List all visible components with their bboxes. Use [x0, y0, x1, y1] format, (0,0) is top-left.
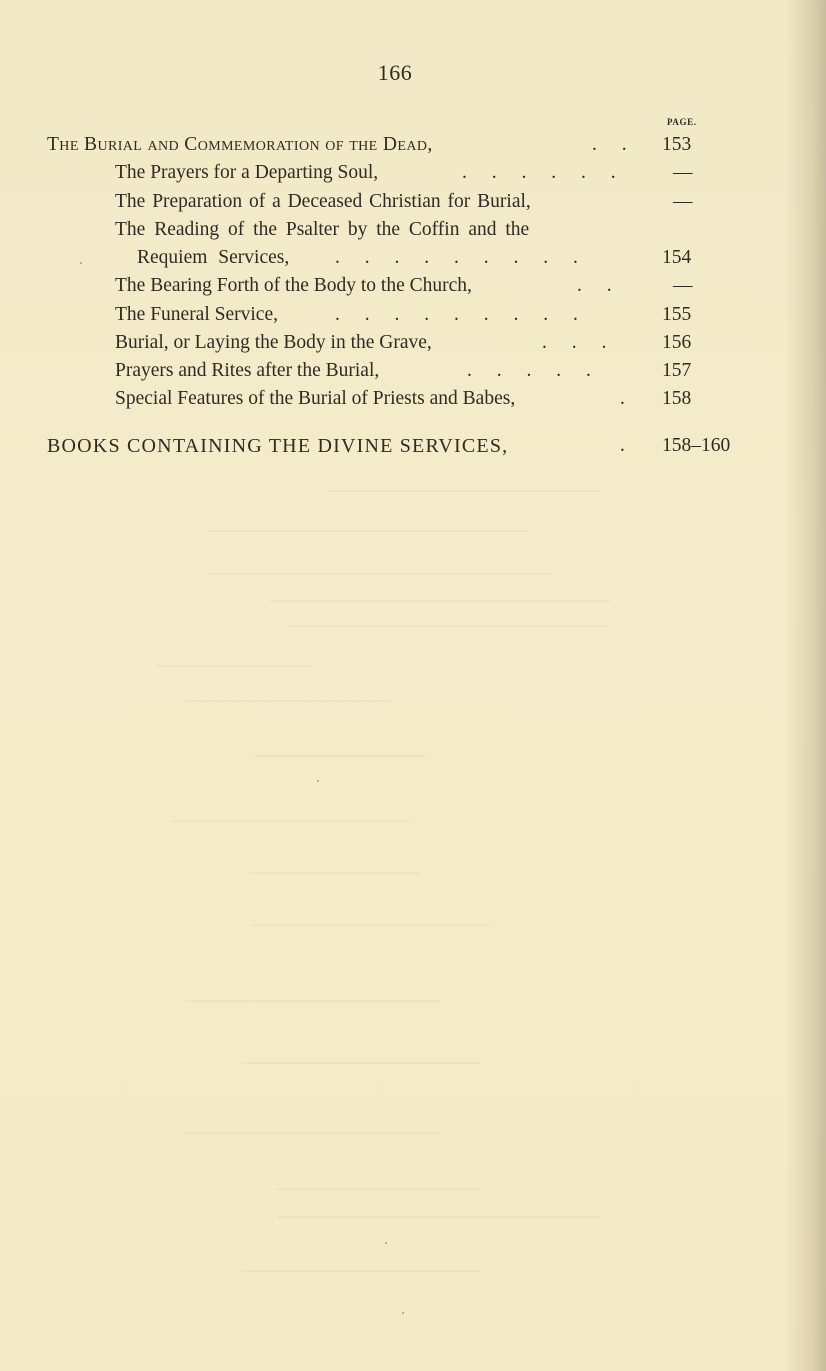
toc-leader: . . .: [542, 332, 617, 353]
toc-leader: . . . . . .: [462, 162, 626, 183]
toc-leader: . .: [592, 134, 637, 155]
toc-leader: . .: [577, 275, 622, 296]
toc-entry-title: The Bearing Forth of the Body to the Church,: [115, 275, 472, 296]
toc-entry-title: Burial, or Laying the Body in the Grave,: [115, 332, 432, 353]
toc-section-title: The Burial and Commemoration of the Dead,: [47, 134, 433, 155]
toc-entry: [0, 189, 826, 215]
toc-entry-title: Special Features of the Burial of Priests and Babes,: [115, 388, 516, 409]
page-number: 166: [377, 60, 413, 85]
toc-leader: . . . . . . . . .: [335, 247, 588, 268]
toc-leader: .: [620, 388, 635, 409]
toc-page-number: 156: [662, 332, 692, 353]
toc-entry-title: The Funeral Service,: [115, 304, 278, 325]
toc-leader: .: [620, 435, 635, 456]
page-column-header: PAGE.: [667, 117, 697, 127]
toc-page-number: —: [673, 191, 693, 212]
paper-speck: [402, 1312, 404, 1314]
toc-entry: [0, 302, 826, 328]
toc-page-number: —: [673, 275, 693, 296]
toc-page-number: 158: [662, 388, 692, 409]
toc-page-number: 158–160: [662, 435, 731, 456]
show-through-texture: ———————————————— ——————————————————— ———————————————————— ———————————————————— ——————————————————— ————————— ———————————— —————————— —————————————— —————————— —————————————— ——————————————— —————————————— ——————————————— ———————————— ——————————————————— ——————————————: [157, 480, 610, 1279]
toc-section-title: BOOKS CONTAINING THE DIVINE SERVICES,: [47, 435, 509, 457]
toc-leader: . . . . . . . . .: [335, 304, 588, 325]
toc-entry: [0, 217, 826, 243]
toc-page-number: 155: [662, 304, 692, 325]
toc-entry-title: The Preparation of a Deceased Christian for Burial,: [115, 191, 531, 212]
toc-entry: [0, 386, 826, 412]
toc-page-number: 153: [662, 134, 692, 155]
toc-entry-title: Prayers and Rites after the Burial,: [115, 360, 380, 381]
toc-section-heading: [0, 433, 826, 459]
toc-entry: [0, 358, 826, 384]
toc-entry-title: The Prayers for a Departing Soul,: [115, 162, 379, 183]
toc-entry: [0, 330, 826, 356]
toc-entry-title: Requiem Services,: [137, 247, 290, 268]
paper-speck: [385, 1242, 387, 1244]
toc-entry-title: The Reading of the Psalter by the Coffin and the: [115, 219, 530, 240]
toc-leader: . . . . .: [467, 360, 601, 381]
paper-speck: [317, 780, 319, 782]
toc-entry: [0, 160, 826, 186]
toc-entry: [0, 273, 826, 299]
toc-page-number: 154: [662, 247, 692, 268]
toc-page-number: 157: [662, 360, 692, 381]
toc-entry-continuation: [0, 245, 826, 271]
toc-section-heading: [0, 132, 826, 158]
toc-page-number: —: [673, 162, 693, 183]
